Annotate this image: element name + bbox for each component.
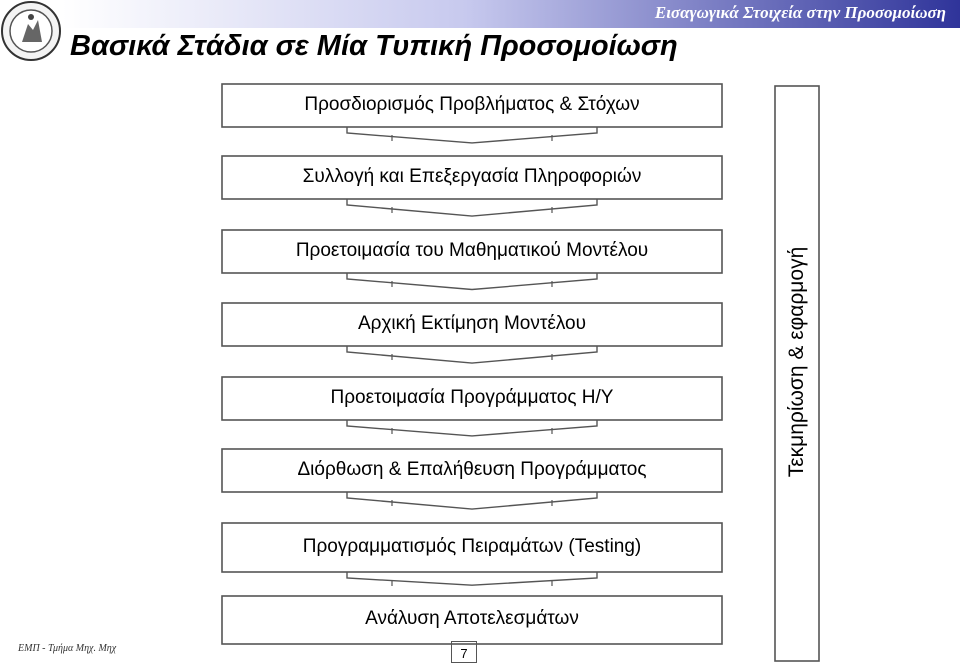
arrow-tick-3 bbox=[392, 281, 552, 287]
footer-institution: ΕΜΠ - Τμήμα Μηχ. Μηχ bbox=[18, 643, 117, 654]
step-label-7: Προγραμματισμός Πειραμάτων (Testing) bbox=[302, 535, 642, 557]
step-label-6: Διόρθωση & Επαλήθευση Προγράμματος bbox=[297, 458, 647, 480]
step-label-2: Συλλογή και Επεξεργασία Πληροφοριών bbox=[302, 165, 642, 187]
step-label-5: Προετοιμασία Προγράμματος Η/Υ bbox=[330, 386, 614, 408]
arrow-connector-1 bbox=[347, 127, 597, 143]
arrow-connector-4 bbox=[347, 346, 597, 363]
step-label-1: Προσδιορισμός Προβλήματος & Στόχων bbox=[304, 93, 640, 115]
page-number: 7 bbox=[451, 641, 477, 663]
slide-title: Βασικά Στάδια σε Μία Τυπική Προσομοίωση bbox=[70, 30, 678, 62]
documentation-side-label: Τεκμηρίωση & εφαρμογή bbox=[785, 246, 808, 478]
arrow-connector-6 bbox=[347, 492, 597, 509]
arrow-tick-4 bbox=[392, 354, 552, 360]
arrow-connector-2 bbox=[347, 199, 597, 216]
arrow-tick-2 bbox=[392, 207, 552, 213]
step-label-3: Προετοιμασία του Μαθηματικού Μοντέλου bbox=[295, 239, 649, 261]
step-label-8: Ανάλυση Αποτελεσμάτων bbox=[365, 608, 579, 629]
arrow-tick-6 bbox=[392, 500, 552, 506]
arrow-connector-3 bbox=[347, 273, 597, 290]
step-label-4: Αρχική Εκτίμηση Μοντέλου bbox=[357, 312, 587, 334]
arrow-connector-5 bbox=[347, 420, 597, 436]
header-subtitle: Εισαγωγικά Στοιχεία στην Προσομοίωση bbox=[654, 3, 946, 22]
arrow-connector-7 bbox=[347, 572, 597, 585]
